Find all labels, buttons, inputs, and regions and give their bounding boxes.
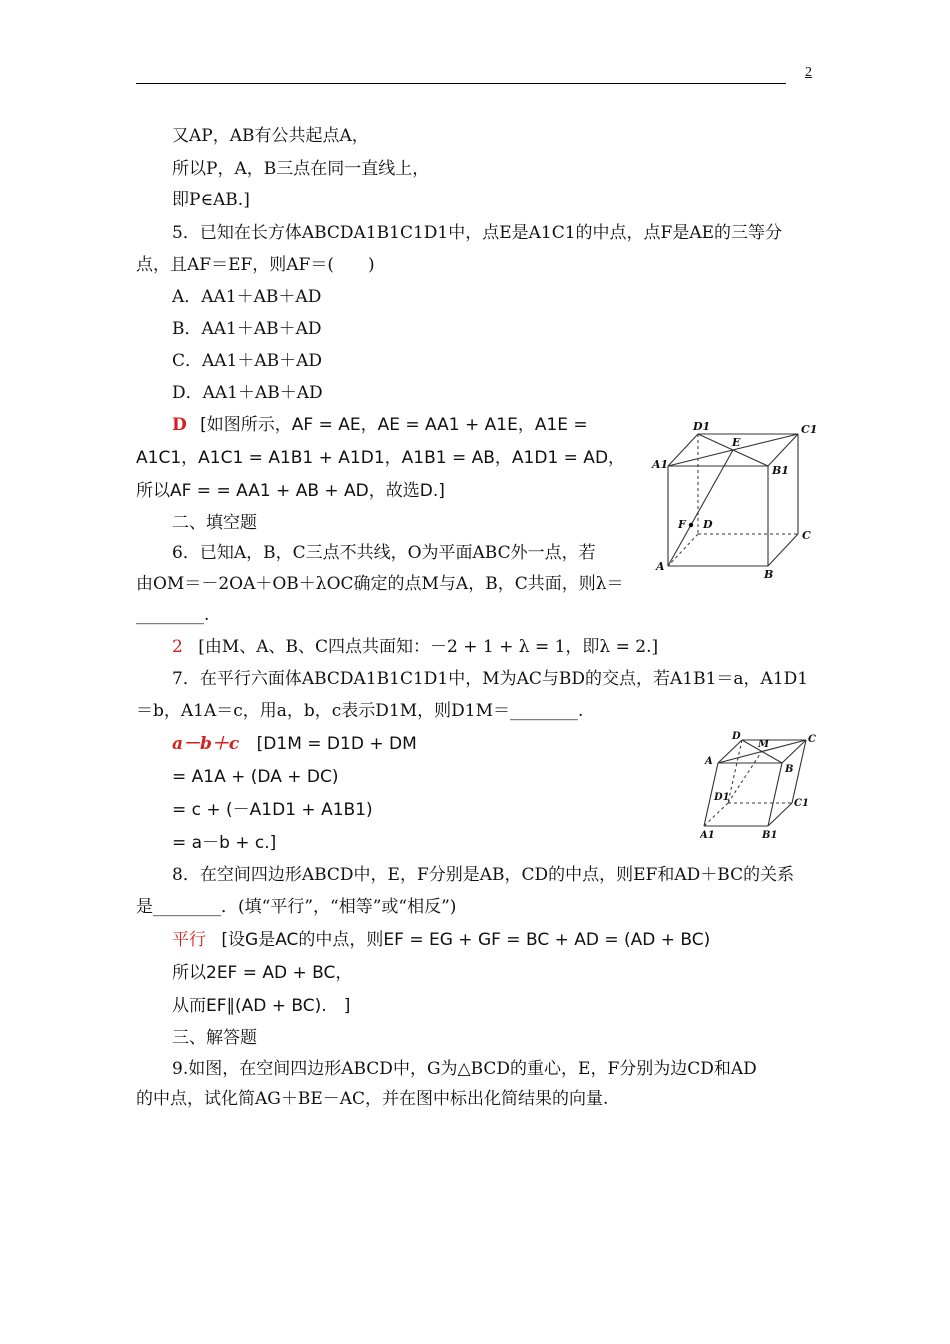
label-c: C [802, 529, 811, 542]
label-c1: C1 [801, 423, 818, 436]
label-a: A [705, 756, 713, 767]
solution-7-cont: = A1A + (DA + DC) [172, 767, 339, 787]
question-7-cont: ＝b，A1A＝c，用a，b，c表示D1M，则D1M＝________. [136, 701, 584, 721]
solution-7 [172, 733, 417, 755]
solution-8-cont: 从而EF∥(AD + BC). ] [172, 996, 351, 1016]
question-5-cont: 点，且AF＝EF，则AF＝( ) [136, 255, 375, 275]
answer-key: 平行 [172, 930, 206, 950]
label-b: B [785, 764, 794, 775]
option-d: D．AA1＋AB＋AD [172, 383, 323, 403]
question-6-blank: ________. [136, 605, 210, 625]
solution-7-cont: = a－b + c.] [172, 833, 277, 853]
question-8-cont: 是________．(填“平行”，“相等”或“相反”) [136, 897, 457, 917]
label-d1: D1 [714, 792, 730, 803]
option-c: C．AA1＋AB＋AD [172, 351, 323, 371]
text-line: 即P∈AB.] [172, 190, 250, 210]
answer-key: a－b＋c [172, 734, 240, 754]
label-d1: D1 [693, 420, 711, 433]
text-line: 所以P，A，B三点在同一直线上， [172, 159, 430, 179]
label-b1: B1 [762, 830, 778, 841]
solution-7-cont: = c + (－A1D1 + A1B1) [172, 800, 373, 820]
solution-text: [由M、A、B、C四点共面知：－2 + 1 + λ = 1，即λ = 2.] [198, 637, 659, 657]
label-b: B [764, 568, 774, 581]
label-c1: C1 [794, 798, 809, 809]
text-line: 又AP，AB有公共起点A， [172, 126, 369, 146]
answer-key: D [172, 415, 187, 435]
label-m: M [758, 739, 770, 750]
solution-text: [如图所示，AF = AE，AE = AA1 + A1E，A1E = [200, 415, 588, 435]
question-7: 7．在平行六面体ABCDA1B1C1D1中，M为AC与BD的交点，若A1B1＝a，A1D1 [172, 669, 809, 689]
question-6-cont: 由OM＝－2OA＋OB＋λOC确定的点M与A，B，C共面，则λ＝ [136, 574, 624, 594]
label-f: F [678, 518, 686, 531]
question-8: 8．在空间四边形ABCD中，E，F分别是AB，CD的中点，则EF和AD＋BC的关系 [172, 865, 795, 885]
option-a: A．AA1＋AB＋AD [172, 287, 322, 307]
label-d: D [732, 731, 741, 742]
question-9-cont: 的中点，试化简AG＋BE－AC，并在图中标出化简结果的向量. [136, 1089, 609, 1109]
question-5: 5．已知在长方体ABCDA1B1C1D1中，点E是A1C1的中点，点F是AE的三等分 [172, 223, 783, 243]
solution-5-cont: A1C1，A1C1 = A1B1 + A1D1，A1B1 = AB，A1D1 = AD， [136, 448, 626, 468]
header-rule [136, 83, 786, 84]
label-d: D [703, 518, 713, 531]
label-e: E [732, 436, 741, 449]
page-number: 2 [805, 65, 812, 80]
solution-5-cont: 所以AF = = AA1 + AB + AD，故选D.] [136, 481, 445, 501]
question-9: 9.如图，在空间四边形ABCD中，G为△BCD的重心，E，F分别为边CD和AD [172, 1059, 757, 1079]
label-b1: B1 [772, 464, 789, 477]
option-b: B．AA1＋AB＋AD [172, 319, 322, 339]
solution-8-cont: 所以2EF = AD + BC， [172, 963, 353, 983]
solution-text: [设G是AC的中点，则EF = EG + GF = BC + AD = (AD + BC) [221, 930, 711, 950]
label-a: A [656, 560, 665, 573]
section-heading: 三、解答题 [172, 1028, 257, 1048]
solution-5 [172, 414, 588, 436]
parallelepiped-figure [700, 728, 820, 843]
cuboid-figure [648, 418, 818, 588]
section-heading: 二、填空题 [172, 513, 257, 533]
label-c: C [808, 734, 816, 745]
label-a1: A1 [700, 830, 715, 841]
solution-text: [D1M = D1D + DM [256, 734, 417, 754]
answer-key: 2 [172, 637, 183, 657]
question-6: 6．已知A，B，C三点不共线，O为平面ABC外一点，若 [172, 543, 596, 563]
solution-8 [172, 929, 710, 951]
solution-6 [172, 636, 658, 658]
label-a1: A1 [652, 458, 669, 471]
